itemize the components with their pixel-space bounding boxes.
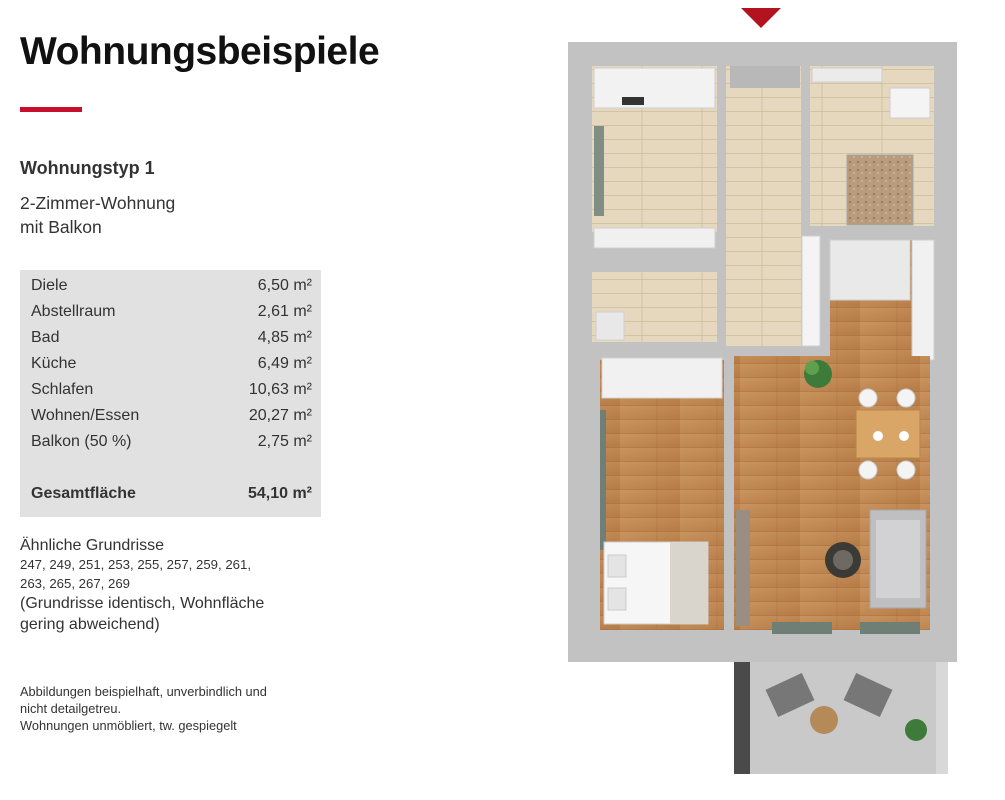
- cooktop-icon: [622, 97, 644, 105]
- room-name: Abstellraum: [31, 303, 116, 320]
- disclaimer-line: nicht detailgetreu.: [20, 701, 122, 716]
- area-row-total: [31, 485, 312, 507]
- shower-icon: [847, 155, 913, 225]
- title-accent-rule: [20, 107, 82, 112]
- area-row-diele: [31, 277, 312, 299]
- floor-plan-render: [560, 0, 1005, 800]
- bed-icon: [604, 542, 708, 624]
- similar-floorplans-label: Ähnliche Grundrisse: [20, 537, 165, 554]
- room-size: 4,85 m²: [257, 329, 312, 346]
- washing-machine-icon: [596, 312, 624, 340]
- room-name: Küche: [31, 355, 77, 372]
- disclaimer-line: Wohnungen unmöbliert, tw. gespiegelt: [20, 718, 237, 733]
- room-size: 10,63 m²: [248, 381, 312, 398]
- direction-marker-icon: [741, 8, 781, 28]
- kitchen-lower-counter: [594, 228, 715, 248]
- floor-plan: [560, 0, 1005, 800]
- room-name: Balkon (50 %): [31, 433, 132, 450]
- apartment-description: [20, 191, 175, 239]
- total-size: 54,10 m²: [247, 485, 312, 502]
- apartment-description-line: mit Balkon: [20, 217, 102, 237]
- apartment-description-line: 2-Zimmer-Wohnung: [20, 193, 176, 213]
- area-table: [20, 270, 321, 517]
- room-name: Wohnen/Essen: [31, 407, 140, 424]
- room-size: 2,75 m²: [257, 433, 312, 450]
- hallway-floor: [726, 66, 801, 346]
- area-row-kueche: [31, 355, 312, 377]
- balcony-floor: [740, 662, 936, 774]
- area-row-balkon: [31, 433, 312, 455]
- total-label: Gesamtfläche: [31, 485, 136, 502]
- room-size: 6,49 m²: [257, 355, 312, 372]
- page-title: Wohnungsbeispiele: [20, 30, 380, 73]
- apartment-type-title: Wohnungstyp 1: [20, 158, 155, 178]
- kitchen-counter-icon: [594, 68, 715, 108]
- similar-floorplans-numbers: 263, 265, 267, 269: [20, 576, 130, 591]
- window-icon: [594, 126, 604, 216]
- area-row-wohnen-essen: [31, 407, 312, 429]
- disclaimer: [20, 683, 267, 734]
- room-name: Bad: [31, 329, 60, 346]
- room-size: 6,50 m²: [257, 277, 312, 294]
- room-name: Diele: [31, 277, 68, 294]
- area-row-abstellraum: [31, 303, 312, 325]
- washbasin-icon: [890, 88, 930, 118]
- area-row-bad: [31, 329, 312, 351]
- similar-floorplans-note: gering abweichend): [20, 616, 160, 633]
- plant-icon: [804, 360, 832, 388]
- room-size: 2,61 m²: [257, 303, 312, 320]
- room-size: 20,27 m²: [248, 407, 312, 424]
- area-row-schlafen: [31, 381, 312, 403]
- similar-floorplans-note: (Grundrisse identisch, Wohnfläche: [20, 595, 265, 612]
- disclaimer-line: Abbildungen beispielhaft, unverbindlich und: [20, 684, 267, 699]
- room-name: Schlafen: [31, 381, 94, 398]
- similar-floorplans: [20, 537, 264, 635]
- similar-floorplans-numbers: 247, 249, 251, 253, 255, 257, 259, 261,: [20, 557, 251, 572]
- sofa-icon: [870, 510, 926, 608]
